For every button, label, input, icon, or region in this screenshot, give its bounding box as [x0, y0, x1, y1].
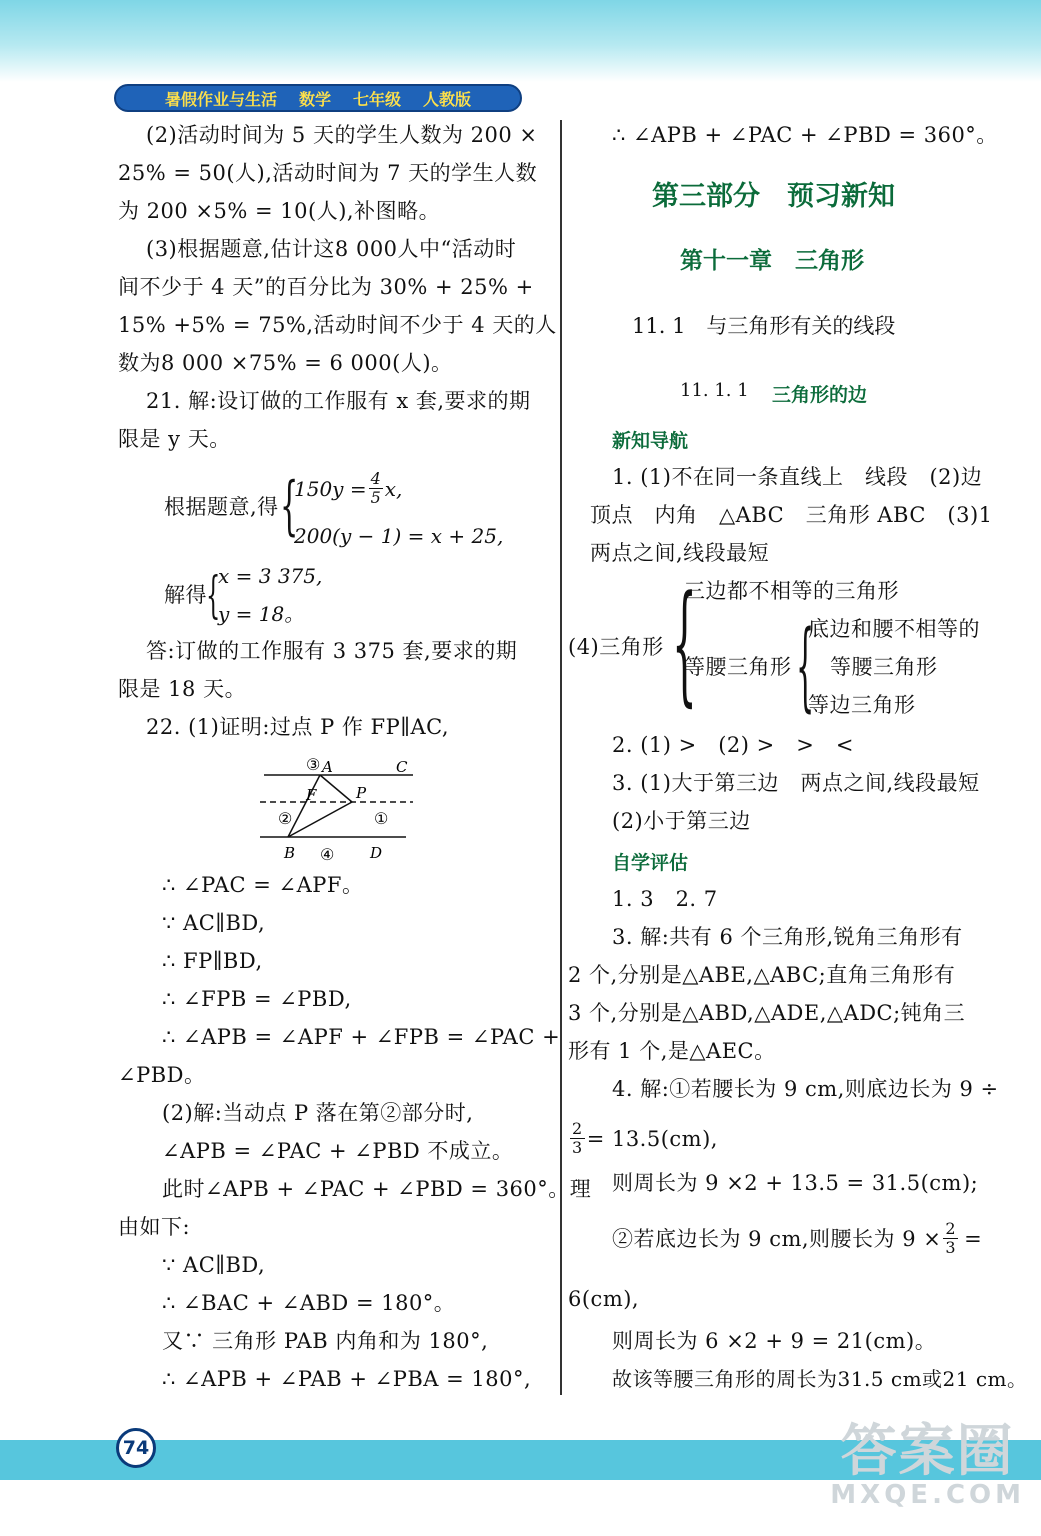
- point-p-label: P: [356, 784, 367, 802]
- system-eq2: 200(y − 1) = x + 25,: [294, 524, 504, 548]
- text-line: 1. 3 2. 7: [612, 887, 718, 911]
- watermark-logo-text: 答案圈: [840, 1419, 1015, 1484]
- text-line: 4. 解:①若腰长为 9 cm,则底边长为 9 ÷: [612, 1077, 999, 1101]
- label-self-assessment: 自学评估: [612, 852, 689, 874]
- text-line: 则周长为 6 ×2 + 9 = 21(cm)。: [612, 1329, 937, 1353]
- text-line: 限是 y 天。: [118, 427, 231, 451]
- top-decorative-band: [0, 0, 1041, 82]
- header-title: 暑假作业与生活: [164, 89, 277, 109]
- page-number: 74: [116, 1428, 156, 1468]
- subsection-number: 11. 1. 1: [680, 380, 749, 401]
- proof-line: (2)解:当动点 P 落在第②部分时,: [162, 1101, 474, 1125]
- subsection-title: 三角形的边: [772, 384, 868, 406]
- text-line: 限是 18 天。: [118, 677, 247, 701]
- region-2-label: ②: [278, 809, 293, 828]
- proof-line: ∴ ∠PAC = ∠APF。: [162, 873, 364, 897]
- text-line: 6(cm),: [568, 1287, 640, 1311]
- classify-brace-sub: {: [796, 610, 815, 722]
- text-line: 1. (1)不在同一条直线上 线段 (2)边: [612, 465, 983, 489]
- classify-branch-scalene: 三边都不相等的三角形: [684, 579, 899, 603]
- system-label: 根据题意,得: [164, 495, 279, 519]
- proof-line: ∴ FP∥BD,: [162, 949, 263, 973]
- proof-line: ∵ AC∥BD,: [162, 1253, 266, 1277]
- solve-eq2: y = 18。: [218, 602, 305, 626]
- text-line: 形有 1 个,是△AEC。: [568, 1039, 776, 1063]
- text-line: ∴ ∠APB + ∠PAC + ∠PBD = 360°。: [612, 123, 998, 147]
- segment-ap: [320, 775, 352, 802]
- point-f-label: F: [306, 786, 317, 804]
- point-d-label: D: [370, 844, 383, 862]
- fraction: $\frac{4}{5}$: [370, 469, 381, 507]
- point-c-label: C: [396, 758, 408, 776]
- q4-line-4: ②若底边长为 9 cm,则腰长为 9 × $\frac{2}{3}$ =: [612, 1219, 983, 1257]
- book-header: [114, 84, 522, 112]
- parallel-lines-figure: [248, 750, 418, 862]
- proof-line: ∠PBD。: [118, 1063, 206, 1087]
- classify-leaf-non-equal: 底边和腰不相等的: [808, 617, 980, 641]
- classify-branch-isosceles: 等腰三角形: [684, 655, 792, 679]
- proof-line: ∴ ∠APB + ∠PAB + ∠PBA = 180°,: [162, 1367, 532, 1391]
- classify-leaf-equilateral: 等边三角形: [808, 693, 916, 717]
- label-new-knowledge: 新知导航: [612, 430, 689, 452]
- proof-line: ∠APB = ∠PAC + ∠PBD 不成立。: [162, 1139, 514, 1163]
- text-line: 3. (1)大于第三边 两点之间,线段最短: [612, 771, 980, 795]
- point-a-label: A: [322, 758, 333, 776]
- q4-line-2: $\frac{2}{3}$ = 13.5(cm),: [572, 1119, 718, 1157]
- text-line: 3 个,分别是△ABD,△ADE,△ADC;钝角三: [568, 1001, 966, 1025]
- fraction: $\frac{2}{3}$: [945, 1219, 957, 1257]
- proof-line: ∴ ∠FPB = ∠PBD,: [162, 987, 352, 1011]
- text-line: 则周长为 9 ×2 + 13.5 = 31.5(cm);: [612, 1171, 979, 1195]
- watermark-url: MXQE.COM: [830, 1480, 1025, 1510]
- text-line: 答:订做的工作服有 3 375 套,要求的期: [146, 639, 518, 663]
- text-line: 15% +5% = 75%,活动时间不少于 4 天的人: [118, 313, 557, 337]
- text-line: (3)根据题意,估计这8 000人中“活动时: [146, 237, 517, 261]
- classify-root: (4)三角形: [568, 635, 664, 659]
- system-eq1: 150y = $\frac{4}{5}$ x,: [294, 469, 403, 507]
- solve-label: 解得: [164, 583, 207, 607]
- text-line: 2. (1) > (2) > > <: [612, 733, 854, 757]
- header-edition: 人教版: [423, 89, 472, 109]
- text-line: 数为8 000 ×75% = 6 000(人)。: [118, 351, 453, 375]
- fraction: $\frac{2}{3}$: [572, 1119, 583, 1157]
- section-title: 11. 1 与三角形有关的线段: [632, 314, 896, 338]
- classify-brace-main: {: [672, 567, 697, 719]
- text-line: (2)活动时间为 5 天的学生人数为 200 ×: [146, 123, 538, 147]
- text-line: 为 200 ×5% = 10(人),补图略。: [118, 199, 441, 223]
- text-line: 顶点 内角 △ABC 三角形 ABC (3)1: [590, 503, 993, 527]
- part-title: 第三部分 预习新知: [652, 181, 895, 212]
- solve-eq1: x = 3 375,: [218, 564, 323, 588]
- header-grade: 七年级: [353, 89, 402, 109]
- proof-line: ∴ ∠APB = ∠APF + ∠FPB = ∠PAC +: [162, 1025, 561, 1049]
- system-brace: {: [280, 469, 299, 543]
- region-3-label: ③: [306, 755, 321, 774]
- text-line: 25% = 50(人),活动时间为 7 天的学生人数: [118, 161, 538, 185]
- solve-brace: {: [206, 566, 221, 624]
- text-line: 22. (1)证明:过点 P 作 FP∥AC,: [146, 715, 450, 739]
- site-watermark: [830, 1419, 1025, 1510]
- proof-line: ∵ AC∥BD,: [162, 911, 266, 935]
- header-subject: 数学: [298, 89, 331, 109]
- chapter-title: 第十一章 三角形: [680, 248, 864, 274]
- proof-line: ∴ ∠BAC + ∠ABD = 180°。: [162, 1291, 456, 1315]
- text-line: 21. 解:设订做的工作服有 x 套,要求的期: [146, 389, 531, 413]
- region-1-label: ①: [374, 809, 389, 828]
- text-line: (2)小于第三边: [612, 809, 751, 833]
- region-4-label: ④: [320, 845, 335, 862]
- proof-line: 又∵ 三角形 PAB 内角和为 180°,: [162, 1329, 489, 1353]
- text-line: 故该等腰三角形的周长为31.5 cm或21 cm。: [612, 1367, 1028, 1391]
- classify-leaf-isosceles: 等腰三角形: [830, 655, 938, 679]
- proof-line: 此时∠APB + ∠PAC + ∠PBD = 360°。理: [162, 1177, 592, 1201]
- point-b-label: B: [284, 844, 296, 862]
- text-line: 3. 解:共有 6 个三角形,锐角三角形有: [612, 925, 963, 949]
- text-line: 2 个,分别是△ABE,△ABC;直角三角形有: [568, 963, 956, 987]
- text-line: 间不少于 4 天”的百分比为 30% + 25% +: [118, 275, 534, 299]
- proof-line: 由如下:: [118, 1215, 191, 1239]
- text-line: 两点之间,线段最短: [590, 541, 770, 565]
